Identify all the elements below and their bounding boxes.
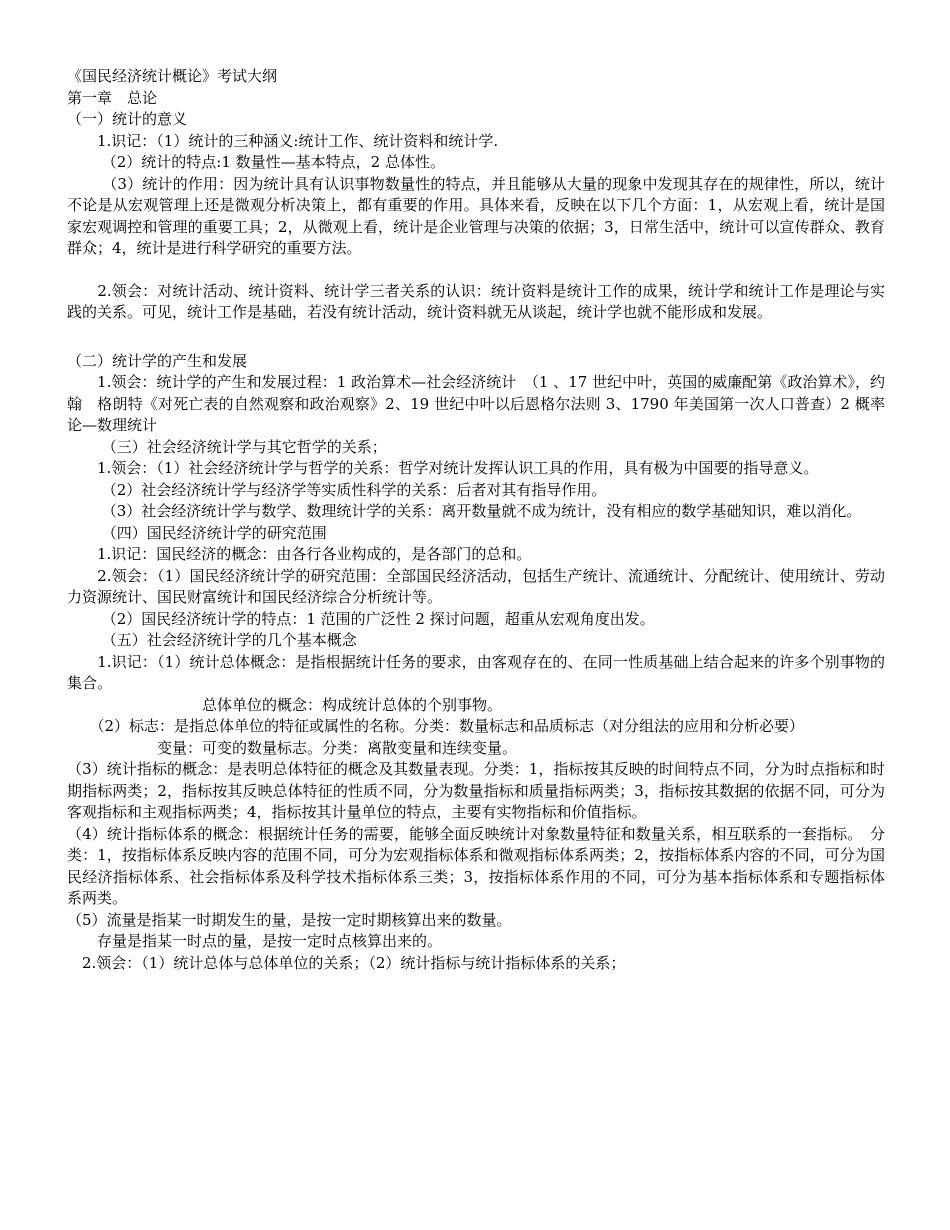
- blank-line: [67, 324, 885, 351]
- paragraph-4-1: 1.识记：国民经济的概念：由各行各业构成的，是各部门的总和。: [67, 545, 532, 563]
- section-heading-3: （三）社会经济统计学与其它哲学的关系；: [67, 437, 387, 456]
- paragraph-5-8: 存量是指某一时点的量，是按一定时点核算出来的。: [67, 932, 443, 950]
- paragraph-1-3: （3）统计的作用：因为统计具有认识事物数量性的特点，并且能够从大量的现象中发现其存在的规律性，所以，统计不论是从宏观管理上还是微观分析决策上，都有重要的作用。具体来看，反映在以下几个方面：1，从宏观上看，统计是国家宏观调控和管理的重要工具；2，从微观上看，统计是企业管理与决策的依据；3，日常生活中，统计可以宣传群众、教育群众；4，统计是进行科学研究的重要方法。: [67, 174, 885, 257]
- section-heading-2: （二）统计学的产生和发展: [67, 351, 248, 370]
- paragraph-1-2: （2）统计的特点:1 数量性—基本特点，2 总体性。: [67, 153, 445, 171]
- paragraph-5-6: （4）统计指标体系的概念：根据统计任务的需要，能够全面反映统计对象数量特征和数量关系，相互联系的一套指标。 分类：1，按指标体系反映内容的范围不同，可分为宏观指标体系和微观指标体系两类；2，按指标体系内容的不同，可分为国民经济指标体系、社会指标体系及科学技术指标体系三类；3，按指标体系作用的不同，可分为基本指标体系和专题指标体系两类。: [67, 824, 885, 907]
- chapter-heading: 第一章 总论: [67, 88, 158, 107]
- section-heading-4: （四）国民经济统计学的研究范围: [67, 523, 327, 542]
- document-page: [67, 66, 885, 974]
- paragraph-5-2: 总体单位的概念：构成统计总体的个别事物。: [67, 695, 503, 714]
- paragraph-3-1: 1.领会：（1）社会经济统计学与哲学的关系：哲学对统计发挥认识工具的作用，具有极为中国要的指导意义。: [67, 459, 819, 477]
- paragraph-4-3: （2）国民经济统计学的特点：1 范围的广泛性 2 探讨问题，超重从宏观角度出发。: [67, 609, 655, 628]
- paragraph-2-1: 1.领会：统计学的产生和发展过程：1 政治算术—社会经济统计 （1 、17 世纪中叶，英国的威廉配第《政治算术》，约翰 格朗特《对死亡表的自然观察和政治观察》2、19 世纪中叶以后恩格尔法则 3、1790 年美国第一次人口普查）2 概率论—数理统计: [67, 373, 885, 434]
- paragraph-5-7: （5）流量是指某一时期发生的量，是按一定时期核算出来的数量。: [67, 910, 512, 929]
- document-title: 《国民经济统计概论》考试大纲: [67, 67, 278, 85]
- paragraph-5-9: 2.领会：（1）统计总体与总体单位的关系；（2）统计指标与统计指标体系的关系；: [67, 953, 626, 972]
- blank-line: [67, 260, 885, 281]
- paragraph-5-5: （3）统计指标的概念：是表明总体特征的概念及其数量表现。分类：1，指标按其反映的时间特点不同，分为时点指标和时期指标两类；2，指标按其反映总体特征的性质不同，分为数量指标和质量指标两类；3，指标按其数据的依据不同，可分为客观指标和主观指标两类；4，指标按其计量单位的特点，主要有实物指标和价值指标。: [67, 760, 885, 821]
- paragraph-1-4: 2.领会：对统计活动、统计资料、统计学三者关系的认识：统计资料是统计工作的成果，统计学和统计工作是理论与实践的关系。可见，统计工作是基础，若没有统计活动，统计资料就无从谈起，统计学也就不能形成和发展。: [67, 281, 885, 321]
- section-heading-1: （一）统计的意义: [67, 110, 188, 128]
- paragraph-1-1: 1.识记：（1）统计的三种涵义:统计工作、统计资料和统计学.: [67, 131, 499, 150]
- paragraph-5-3: （2）标志：是指总体单位的特征或属性的名称。分类：数量标志和品质标志（对分组法的应用和分析必要）: [67, 717, 805, 735]
- paragraph-5-4: 变量：可变的数量标志。分类：离散变量和连续变量。: [67, 738, 518, 757]
- paragraph-3-3: （3）社会经济统计学与数学、数理统计学的关系：离开数量就不成为统计，没有相应的数学基础知识，难以消化。: [67, 502, 862, 520]
- paragraph-4-2: 2.领会：（1）国民经济统计学的研究范围：全部国民经济活动，包括生产统计、流通统计、分配统计、使用统计、劳动力资源统计、国民财富统计和国民经济综合分析统计等。: [67, 566, 885, 606]
- paragraph-3-2: （2）社会经济统计学与经济学等实质性科学的关系：后者对其有指导作用。: [67, 480, 607, 499]
- section-heading-5: （五）社会经济统计学的几个基本概念: [67, 631, 357, 649]
- paragraph-5-1: 1.识记：（1）统计总体概念：是指根据统计任务的要求，由客观存在的、在同一性质基础上结合起来的许多个别事物的集合。: [67, 652, 885, 692]
